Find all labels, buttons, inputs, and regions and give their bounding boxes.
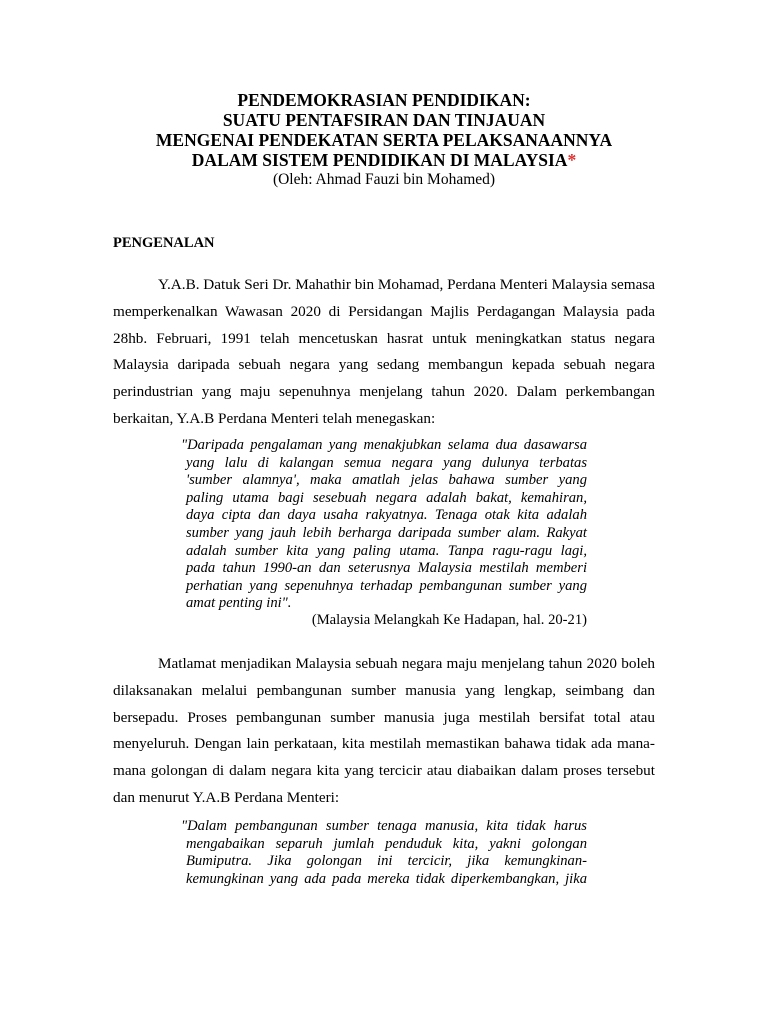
paragraph-line: bersepadu. Proses pembangunan sumber manusia juga mestilah bersifat total atau bbox=[113, 708, 655, 726]
paragraph-line: Matlamat menjadikan Malaysia sebuah negara maju menjelang tahun 2020 boleh bbox=[158, 655, 655, 672]
quote-citation: (Malaysia Melangkah Ke Hadapan, hal. 20-21) bbox=[311, 612, 587, 628]
title-line-4 bbox=[60, 150, 708, 170]
document-title bbox=[60, 90, 708, 189]
quote-line: adalah sumber kita yang paling utama. Tanpa ragu-ragu lagi, bbox=[186, 542, 587, 559]
quote-line: amat penting ini". bbox=[186, 595, 292, 612]
author-line: (Oleh: Ahmad Fauzi bin Mohamed) bbox=[272, 171, 496, 188]
title-line-3: MENGENAI PENDEKATAN SERTA PELAKSANAANNYA bbox=[155, 130, 613, 150]
quote-line: Bumiputra. Jika golongan ini tercicir, jika kemungkinan- bbox=[186, 853, 587, 870]
quote-line: kemungkinan yang ada pada mereka tidak diperkembangkan, jika bbox=[186, 870, 587, 887]
quote-line: paling utama bagi sesebuah negara adalah bakat, kemahiran, bbox=[186, 489, 587, 506]
quote-line: "Dalam pembangunan sumber tenaga manusia, kita tidak harus bbox=[181, 818, 587, 834]
paragraph-line: 28hb. Februari, 1991 telah mencetuskan hasrat untuk meningkatkan status negara bbox=[113, 329, 655, 347]
paragraph-line: dan menurut Y.A.B Perdana Menteri: bbox=[113, 788, 340, 806]
title-line-4-text: DALAM SISTEM PENDIDIKAN DI MALAYSIA bbox=[191, 150, 568, 170]
block-quote-2 bbox=[181, 818, 587, 888]
title-line-2: SUATU PENTAFSIRAN DAN TINJAUAN bbox=[222, 110, 546, 130]
quote-line: perhatian yang sepenuhnya terhadap pembangunan sumber yang bbox=[186, 577, 587, 594]
block-quote-1 bbox=[181, 437, 587, 613]
paragraph-line: memperkenalkan Wawasan 2020 di Persidangan Majlis Perdagangan Malaysia pada bbox=[113, 302, 655, 320]
quote-line: daya cipta dan daya usaha rakyatnya. Tenaga otak kita adalah bbox=[186, 507, 587, 524]
paragraph-line: berkaitan, Y.A.B Perdana Menteri telah menegaskan: bbox=[113, 409, 436, 427]
quote-line: sumber yang jauh lebih berharga daripada sumber alam. Rakyat bbox=[186, 524, 587, 541]
paragraph-line: Y.A.B. Datuk Seri Dr. Mahathir bin Mohamad, Perdana Menteri Malaysia semasa bbox=[158, 276, 656, 293]
footnote-marker: * bbox=[567, 150, 577, 170]
title-line-1: PENDEMOKRASIAN PENDIDIKAN: bbox=[237, 90, 531, 110]
quote-line: 'sumber alamnya', maka amatlah jelas bahawa sumber yang bbox=[186, 472, 587, 489]
quote-line: yang lalu di kalangan semua negara yang dulunya terbatas bbox=[186, 454, 587, 471]
quote-line: mengabaikan separuh jumlah penduduk kita, yakni golongan bbox=[186, 835, 587, 852]
paragraph-line: Malaysia daripada sebuah negara yang sedang membangun kepada sebuah negara bbox=[113, 356, 655, 374]
paragraph-line: perindustrian yang maju sepenuhnya menjelang tahun 2020. Dalam perkembangan bbox=[113, 383, 655, 401]
paragraph-line: menyeluruh. Dengan lain perkataan, kita mestilah memastikan bahawa tidak ada mana- bbox=[113, 735, 655, 753]
paragraph-matlamat bbox=[113, 651, 655, 812]
quote-line: "Daripada pengalaman yang menakjubkan selama dua dasawarsa bbox=[181, 437, 587, 453]
paragraph-line: dilaksanakan melalui pembangunan sumber manusia yang lengkap, seimbang dan bbox=[113, 681, 655, 699]
section-heading: PENGENALAN bbox=[113, 235, 215, 251]
paragraph-introduction bbox=[113, 272, 655, 433]
paragraph-line: mana golongan di dalam negara kita yang tercicir atau diabaikan dalam proses tersebut bbox=[113, 762, 655, 780]
quote-line: pada tahun 1990-an dan seterusnya Malaysia mestilah memberi bbox=[186, 560, 587, 577]
